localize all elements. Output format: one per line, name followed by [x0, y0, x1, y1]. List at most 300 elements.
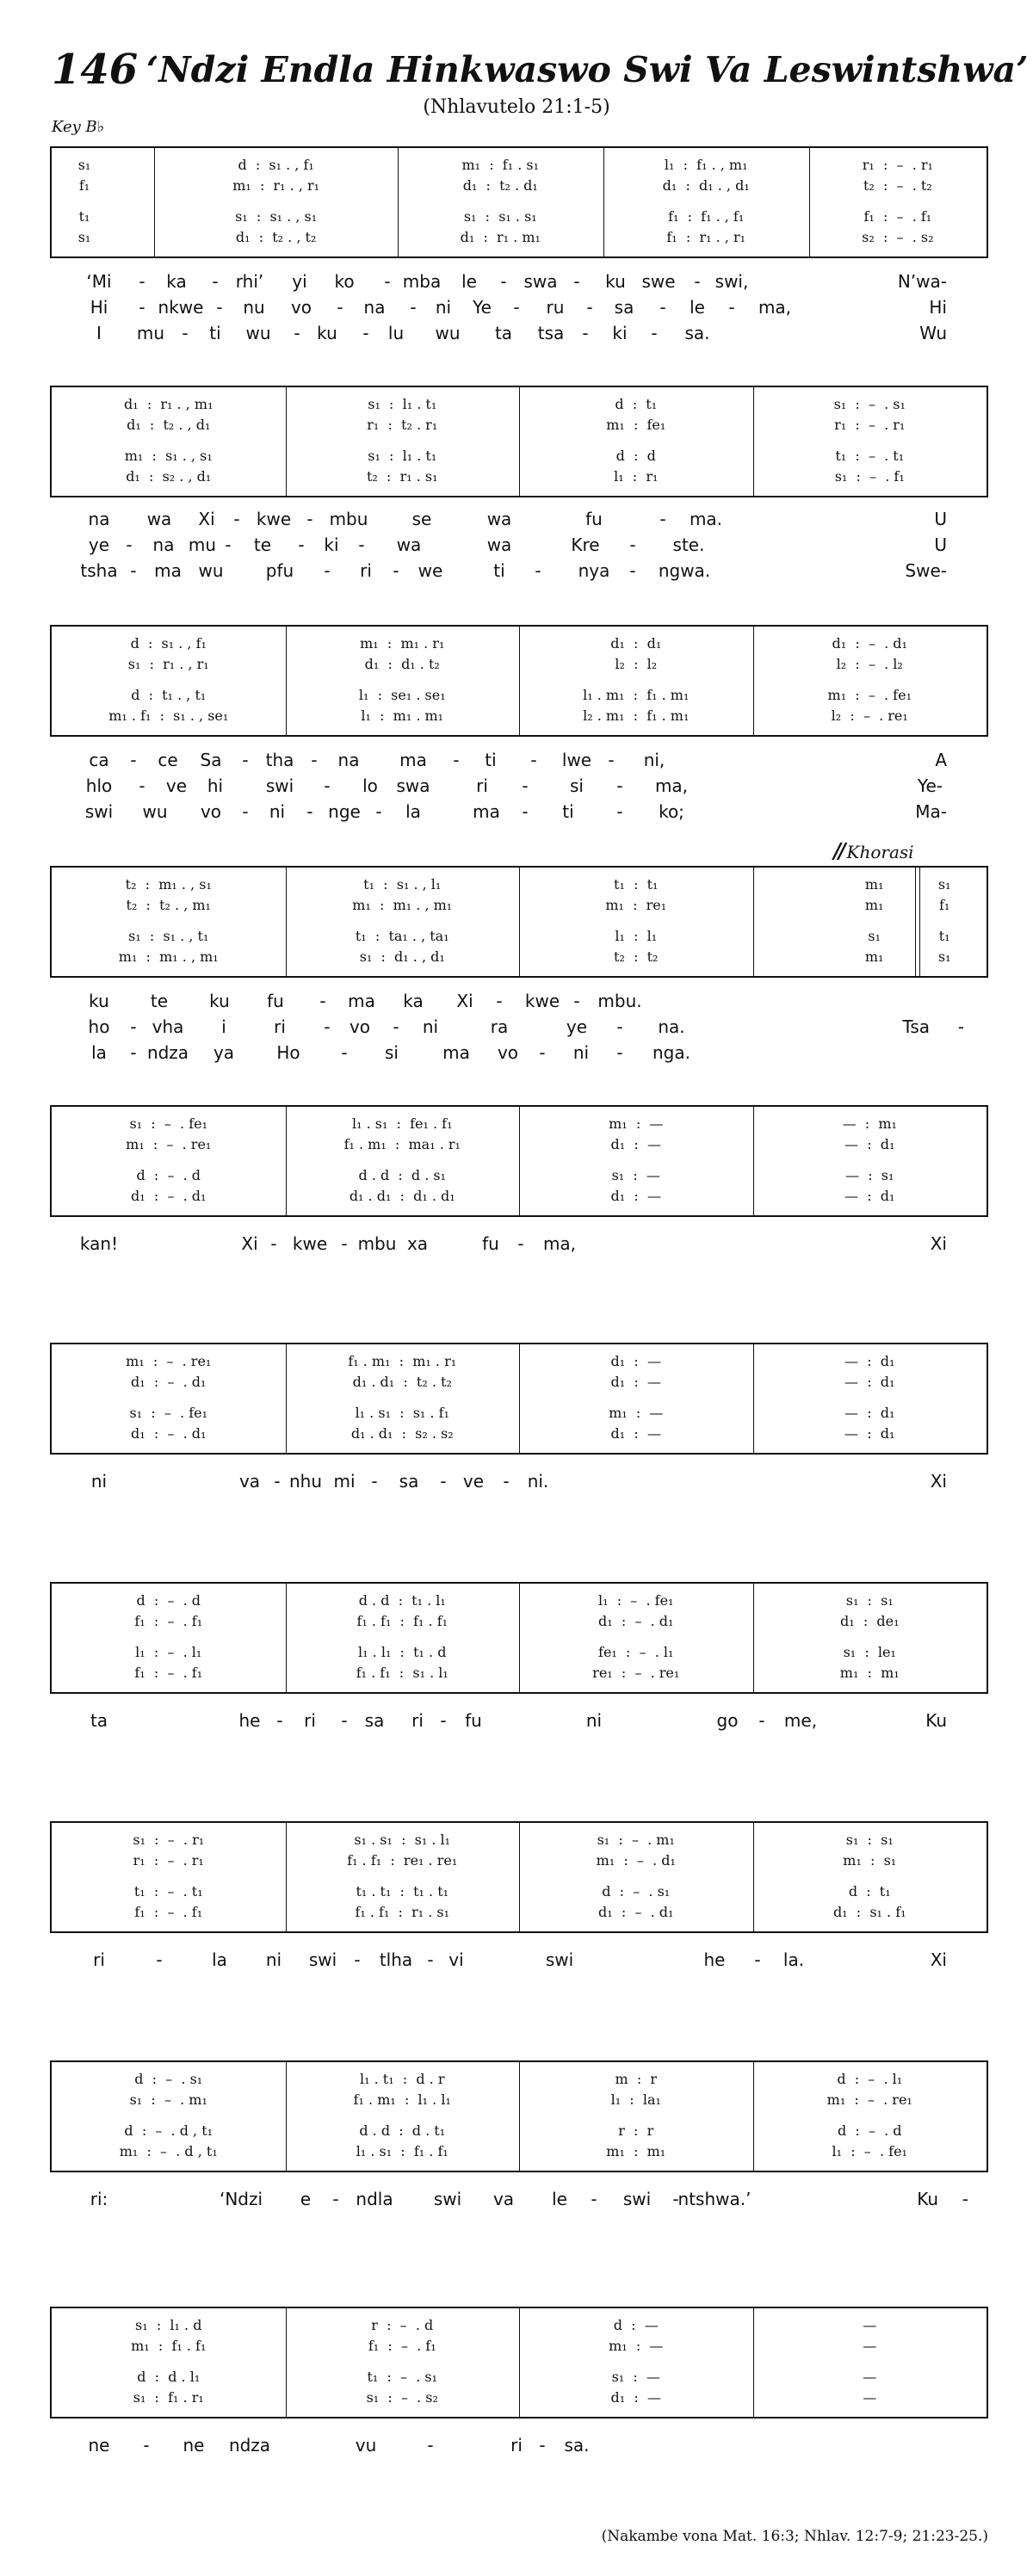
solfa-cell: — : s₁: [845, 1167, 894, 1183]
solfa-cell: d : t₁ . , t₁: [131, 687, 207, 703]
lyric-syllable: Hi: [90, 297, 108, 318]
solfa-cell: d₁ : s₂ . , d₁: [126, 468, 212, 485]
lyric-syllable: -: [311, 750, 318, 770]
solfa-cell: d₁ : r₁ . m₁: [460, 229, 541, 245]
lyric-syllable: ni.: [527, 1471, 549, 1492]
lyric-syllable: -: [306, 509, 313, 529]
solfa-cell: s₁ : —: [611, 2369, 660, 2385]
lyric-syllable: ri: [510, 2435, 523, 2456]
lyric-syllable: ca: [89, 750, 109, 770]
lyric-line: [52, 988, 990, 1014]
footnote: (Nakambe vona Mat. 16:3; Nhlav. 12:7-9; 21:23-25.): [601, 2528, 988, 2545]
lyric-syllable: -: [500, 271, 507, 292]
solfa-cell: l₁ : la₁: [610, 2091, 661, 2108]
lyric-syllable: -: [513, 297, 520, 318]
lyric-syllable: ma,: [758, 297, 792, 318]
lyric-line: [52, 558, 990, 584]
solfa-cell: l₁ . l₁ : t₁ . d: [358, 1644, 447, 1660]
lyric-syllable: le: [461, 271, 477, 292]
bass-row: [52, 1186, 987, 1207]
lyric-syllable: tsa: [537, 323, 565, 343]
lyric-syllable: Ye: [473, 297, 492, 318]
solfa-cell: d : – . l₁: [837, 2071, 903, 2087]
solfa-cell: s₁ : r₁ . , r₁: [127, 656, 209, 672]
lyric-syllable: te: [253, 534, 272, 555]
lyric-line: [52, 320, 990, 346]
solfa-cell: m₁ : m₁ . r₁: [360, 635, 445, 652]
solfa-cell: m₁: [864, 948, 884, 965]
lyric-syllable: fu: [482, 1233, 499, 1254]
lyric-syllable: te: [150, 991, 169, 1011]
solfa-cell: t₂ : t₂ . , m₁: [126, 897, 211, 913]
lyric-syllable: -: [371, 1471, 378, 1492]
solfa-cell: — : d₁: [844, 1405, 895, 1421]
solfa-cell: r₁ : t₂ . r₁: [367, 417, 438, 433]
lyric-line: [52, 747, 990, 773]
solfa-cell: m₁ : – . re₁: [826, 2091, 912, 2108]
solfa-cell: d : – . d: [837, 2122, 902, 2139]
lyric-syllable: U: [934, 534, 947, 555]
lyric-syllable: -: [586, 297, 593, 318]
lyric-syllable: Ye-: [917, 775, 943, 796]
solfa-cell: d : – . s₁: [134, 2071, 203, 2087]
solfa-cell: l₂ . m₁ : f₁ . m₁: [583, 707, 690, 724]
lyric-syllable: -: [274, 1471, 281, 1492]
lyric-syllable: va: [492, 2189, 515, 2209]
lyric-syllable: la: [405, 801, 421, 822]
lyric-syllable: ye: [566, 1016, 588, 1037]
solfa-cell: l₁ . s₁ : s₁ . f₁: [355, 1405, 449, 1421]
solfa-cell: l₁ : l₁: [615, 928, 658, 944]
solfa-cell: s₁ : – . fe₁: [129, 1115, 207, 1132]
lyric-syllable: ku: [209, 991, 230, 1011]
lyric-syllable: swe: [641, 271, 676, 292]
lower-voices: [52, 446, 987, 489]
lyric-syllable: N’wa-: [897, 271, 947, 292]
lower-voices: [52, 207, 987, 250]
solfa-cell: fe₁ : – . l₁: [598, 1644, 674, 1660]
solfa-cell: m₁ : – . re₁: [126, 1136, 212, 1152]
lyric-syllable: he: [703, 1949, 726, 1970]
lyric-syllable: kwe: [256, 509, 292, 529]
lyric-syllable: ri:: [90, 2189, 108, 2209]
lyric-syllable: Xi: [930, 1233, 947, 1254]
lyric-syllable: ndza: [146, 1042, 189, 1063]
lyric-syllable: nkwe: [158, 297, 204, 318]
tenor-row: [52, 926, 987, 947]
lyric-syllable: ri: [411, 1710, 424, 1731]
lyric-syllable: -: [659, 509, 666, 529]
lyric-syllable: -: [522, 801, 529, 822]
lyric-syllable: -: [139, 775, 145, 796]
soprano-row: [52, 1351, 987, 1372]
solfa-cell: — : d₁: [844, 1188, 895, 1204]
solfa-cell: d₁ : – . d₁: [131, 1188, 207, 1204]
solfa-cell: d₁ : —: [610, 1374, 661, 1390]
alto-row: [52, 1134, 987, 1155]
solfa-cell: d : t₁: [615, 396, 658, 412]
lyric-syllable: -: [694, 271, 701, 292]
lyric-syllable: Kre: [571, 534, 600, 555]
lyric-syllable: Xi: [198, 509, 215, 529]
lyric-syllable: lwe: [561, 750, 592, 770]
upper-voices: [52, 2315, 987, 2358]
solfa-cell: s₁ : d₁ . , d₁: [359, 948, 445, 965]
staff-system: [50, 2307, 988, 2418]
lyric-syllable: -: [539, 1042, 546, 1063]
lyric-syllable: swa: [396, 775, 430, 796]
lyric-syllable: -: [410, 297, 417, 318]
lyric-syllable: ma: [348, 991, 375, 1011]
lyric-syllable: ye: [88, 534, 110, 555]
soprano-row: [52, 1830, 987, 1850]
staff-system: [50, 625, 988, 737]
lyric-syllable: ri: [274, 1016, 286, 1037]
lyric-syllable: mbu: [357, 1233, 397, 1254]
lyric-syllable: le: [552, 2189, 567, 2209]
solfa-cell: s₁ : l₁ . d: [135, 2317, 202, 2333]
lyric-syllable: Ku: [917, 2189, 938, 2209]
solfa-cell: d₁ . d₁ : d₁ . d₁: [349, 1188, 455, 1204]
lyric-syllable: nga.: [653, 1042, 690, 1063]
solfa-cell: d₁ : —: [610, 1136, 661, 1152]
solfa-cell: l₁ : – . fe₁: [598, 1592, 674, 1609]
lyric-syllable: nya: [578, 560, 610, 581]
solfa-cell: f₁ . m₁ : l₁ . l₁: [353, 2091, 451, 2108]
lyric-syllable: la: [91, 1042, 107, 1063]
lyric-syllable: ‘Ndzi: [219, 2189, 263, 2209]
solfa-cell: m₁ : fe₁: [606, 417, 666, 433]
lyric-syllable: ma: [154, 560, 182, 581]
bass-row: [52, 1902, 987, 1923]
solfa-cell: d : – . d: [136, 1592, 201, 1609]
lyric-syllable: -: [139, 271, 145, 292]
lyric-syllable: ka: [166, 271, 187, 292]
lyric-syllable: ndza: [228, 2435, 271, 2456]
lyric-syllable: -: [522, 775, 529, 796]
lyric-syllable: -: [629, 560, 636, 581]
lyric-line: [52, 1040, 990, 1066]
lower-voices: [52, 1403, 987, 1446]
lyric-syllable: Ma-: [915, 801, 947, 822]
lyric-syllable: na: [363, 297, 386, 318]
solfa-cell: d : – . d , t₁: [124, 2122, 213, 2139]
lyric-syllable: -: [225, 534, 232, 555]
upper-voices: [52, 1114, 987, 1157]
lyric-syllable: -: [728, 297, 735, 318]
lyric-line: [52, 1014, 990, 1040]
solfa-cell: r : – . d: [371, 2317, 434, 2333]
bass-row: [52, 706, 987, 726]
soprano-row: [52, 1591, 987, 1611]
solfa-cell: l₁ : – . l₁: [135, 1644, 202, 1660]
solfa-cell: m₁ : s₁ . , s₁: [124, 448, 213, 464]
bass-row: [52, 227, 987, 248]
lyric-line: [52, 2186, 990, 2212]
scripture-reference: (Nhlavutelo 21:1-5): [423, 96, 610, 118]
lyric-syllable: ngwa.: [658, 560, 711, 581]
lyric-syllable: Ku: [925, 1710, 947, 1731]
lyric-syllable: -: [324, 775, 331, 796]
lyric-syllable: -: [362, 323, 369, 343]
lyric-syllable: wu: [142, 801, 168, 822]
solfa-cell: s₁ : —: [611, 1167, 660, 1183]
solfa-cell: l₁ : f₁ . , m₁: [664, 157, 748, 173]
solfa-cell: s₁ : s₁ . , t₁: [128, 928, 209, 944]
solfa-cell: l₁ : se₁ . se₁: [358, 687, 446, 703]
solfa-cell: m₁ : —: [609, 1405, 664, 1421]
solfa-cell: —: [863, 2317, 877, 2333]
solfa-cell: — : m₁: [842, 1115, 897, 1132]
lyric-syllable: -: [233, 509, 240, 529]
lyric-syllable: -: [440, 1471, 447, 1492]
lyric-syllable: si: [570, 775, 584, 796]
lyric-syllable: -: [270, 1233, 277, 1254]
solfa-cell: s₁: [937, 948, 951, 965]
solfa-cell: m₁ : —: [609, 2338, 664, 2354]
lyric-syllable: Hi: [929, 297, 947, 318]
lyric-line: [52, 1231, 990, 1257]
lyric-syllable: go: [716, 1710, 739, 1731]
bass-row: [52, 947, 987, 967]
soprano-row: [52, 2315, 987, 2336]
lyric-syllable: -: [332, 2189, 339, 2209]
solfa-cell: s₁ : s₁ . s₁: [463, 208, 537, 225]
lyric-syllable: mi: [333, 1471, 356, 1492]
alto-row: [52, 1611, 987, 1632]
solfa-cell: d₁ : d₁ . , d₁: [662, 177, 750, 194]
chorus-label: Khorasi: [846, 842, 914, 862]
solfa-cell: d₁ : d₁: [610, 635, 662, 652]
lyric-syllable: vo: [290, 297, 312, 318]
lyric-syllable: nhu: [288, 1471, 323, 1492]
solfa-cell: m₁ : – . d₁: [596, 1852, 676, 1869]
solfa-cell: r₁ : – . r₁: [133, 1852, 204, 1869]
alto-row: [52, 176, 987, 196]
solfa-cell: f₁: [78, 177, 90, 194]
lyric-syllable: -: [358, 534, 365, 555]
solfa-cell: —: [863, 2338, 877, 2354]
solfa-cell: s₁ : l₁ . t₁: [368, 396, 437, 412]
lyric-syllable: -: [440, 1710, 447, 1731]
solfa-cell: m₁ : —: [609, 1115, 664, 1132]
solfa-cell: d₁ : s₁ . f₁: [832, 1904, 906, 1920]
lyric-syllable: na: [152, 534, 175, 555]
solfa-cell: f₁ : – . f₁: [368, 2338, 436, 2354]
lyric-syllable: ni: [90, 1471, 108, 1492]
solfa-cell: s₁ : s₁: [845, 1592, 894, 1609]
lyric-syllable: -: [591, 2189, 597, 2209]
lyric-syllable: -: [393, 1016, 399, 1037]
lyric-syllable: -: [616, 1016, 623, 1037]
lyric-syllable: vha: [152, 1016, 184, 1037]
solfa-cell: d : d: [615, 448, 656, 464]
solfa-cell: s₁: [77, 229, 91, 245]
solfa-cell: d : t₁: [848, 1883, 891, 1900]
lyric-syllable: Sa: [200, 750, 222, 770]
staff-system: [50, 1343, 988, 1455]
solfa-cell: s₁ : s₁ . , s₁: [235, 208, 318, 225]
lyric-syllable: I: [96, 323, 102, 343]
solfa-cell: m₁ : s₁: [843, 1852, 897, 1869]
lyric-syllable: -: [427, 1949, 434, 1970]
lyric-syllable: mba: [402, 271, 442, 292]
solfa-cell: d₁ : —: [610, 1353, 661, 1369]
upper-voices: [52, 394, 987, 437]
bass-row: [52, 2388, 987, 2408]
lower-voices: [52, 2367, 987, 2410]
lyric-syllable: -: [957, 1016, 964, 1037]
staff-system: [50, 866, 988, 978]
lyric-syllable: ya: [213, 1042, 235, 1063]
lyric-syllable: vu: [355, 2435, 377, 2456]
solfa-cell: s₂ : – . s₂: [862, 229, 934, 245]
lyric-syllable: swi: [622, 2189, 652, 2209]
solfa-cell: m₁ : – . d , t₁: [119, 2143, 218, 2159]
staff-system: [50, 1821, 988, 1933]
lyric-syllable: mu: [188, 534, 217, 555]
solfa-cell: d : s₁ . , f₁: [238, 157, 314, 173]
solfa-cell: d₁ : – . d₁: [832, 635, 907, 652]
lower-voices: [52, 2121, 987, 2164]
lyric-syllable: -: [276, 1710, 283, 1731]
lyric-syllable: ni: [269, 801, 286, 822]
lyric-line: [52, 1708, 990, 1733]
lyric-syllable: -: [535, 560, 541, 581]
solfa-cell: t₁: [78, 208, 90, 225]
solfa-cell: f₁ . m₁ : ma₁ . r₁: [343, 1136, 461, 1152]
lyric-syllable: -: [573, 991, 580, 1011]
lyric-syllable: ma: [442, 1042, 470, 1063]
lyric-syllable: we: [418, 560, 443, 581]
solfa-cell: d₁ : t₂ . , t₂: [235, 229, 317, 245]
solfa-cell: f₁ . f₁ : r₁ . s₁: [355, 1904, 450, 1920]
solfa-cell: d₁ : t₂ . , d₁: [127, 417, 211, 433]
lyric-syllable: ho: [88, 1016, 110, 1037]
lyric-syllable: ni: [435, 297, 452, 318]
solfa-cell: s₁ : f₁ . r₁: [133, 2389, 204, 2406]
lyric-syllable: tha: [265, 750, 294, 770]
alto-row: [52, 1372, 987, 1393]
lyric-syllable: ni: [422, 1016, 439, 1037]
solfa-cell: f₁ . m₁ : m₁ . r₁: [348, 1353, 457, 1369]
lyric-syllable: kwe: [524, 991, 560, 1011]
lyric-syllable: swi: [265, 775, 294, 796]
solfa-cell: d₁ : —: [610, 2389, 661, 2406]
lyric-line: [52, 294, 990, 320]
lyric-syllable: ki: [612, 323, 628, 343]
lyric-syllable: kan!: [79, 1233, 119, 1254]
lyric-syllable: he: [238, 1710, 261, 1731]
lyric-syllable: ru: [546, 297, 565, 318]
solfa-cell: s₁ : – . s₁: [833, 396, 906, 412]
lyric-line: [52, 2432, 990, 2458]
solfa-cell: s₁ : – . m₁: [597, 1832, 675, 1848]
lyric-syllable: ko;: [659, 801, 684, 822]
lyric-syllable: nu: [243, 297, 265, 318]
lyric-syllable: ne: [88, 2435, 110, 2456]
lyric-syllable: va: [238, 1471, 261, 1492]
title-row: [52, 43, 1029, 96]
solfa-cell: d₁ : de₁: [839, 1613, 900, 1629]
lyric-line: [52, 532, 990, 558]
lyric-syllable: fu: [465, 1710, 482, 1731]
lyric-syllable: ri: [93, 1949, 105, 1970]
lyric-syllable: Tsa: [902, 1016, 930, 1037]
lyric-syllable: swa: [523, 271, 558, 292]
upper-voices: [52, 633, 987, 676]
lyric-syllable: -: [517, 1233, 524, 1254]
solfa-cell: t₂ : – . t₂: [863, 177, 932, 194]
lyric-syllable: ce: [158, 750, 178, 770]
solfa-cell: r₁ : – . r₁: [834, 417, 906, 433]
lyric-syllable: wa: [396, 534, 422, 555]
lyric-syllable: -: [962, 2189, 968, 2209]
solfa-cell: d₁ : – . d₁: [598, 1904, 674, 1920]
solfa-cell: m₁ : f₁ . f₁: [131, 2338, 207, 2354]
lyric-syllable: -: [182, 323, 189, 343]
lyric-syllable: -: [341, 1710, 348, 1731]
lyric-syllable: swi: [308, 1949, 337, 1970]
solfa-cell: m₁: [864, 876, 884, 893]
lyric-syllable: ve: [462, 1471, 485, 1492]
solfa-cell: l₁ . s₁ : f₁ . f₁: [356, 2143, 448, 2159]
staff-system: [50, 386, 988, 497]
lyric-syllable: -: [298, 534, 305, 555]
lyric-syllable: -: [629, 534, 636, 555]
lyric-syllable: ma,: [654, 775, 689, 796]
lyric-syllable: -: [427, 2435, 434, 2456]
tenor-row: [52, 1881, 987, 1902]
solfa-cell: d . d : d . s₁: [358, 1167, 447, 1183]
solfa-cell: d : – . s₁: [602, 1883, 671, 1900]
lower-voices: [52, 926, 987, 969]
lyric-syllable: ndla: [356, 2189, 393, 2209]
lyric-syllable: -: [212, 271, 219, 292]
solfa-cell: d₁ : d₁ . t₂: [364, 656, 440, 672]
solfa-cell: m₁ : f₁ . s₁: [461, 157, 540, 173]
lyric-syllable: ra: [490, 1016, 509, 1037]
solfa-cell: re₁ : – . re₁: [592, 1665, 680, 1681]
upper-voices: [52, 1830, 987, 1873]
lyric-syllable: -: [143, 2435, 150, 2456]
solfa-cell: d : —: [613, 2317, 659, 2333]
solfa-cell: m₁ . f₁ : s₁ . , se₁: [108, 707, 229, 724]
lyric-syllable: Wu: [919, 323, 947, 343]
solfa-cell: f₁: [938, 897, 950, 913]
lyric-syllable: ma.: [689, 509, 723, 529]
solfa-cell: l₁ : – . fe₁: [832, 2143, 907, 2159]
solfa-cell: —: [863, 2369, 877, 2385]
lyric-syllable: -: [530, 750, 537, 770]
upper-voices: [52, 874, 987, 917]
lyric-syllable: ta: [90, 1710, 108, 1731]
lyric-syllable: na: [337, 750, 360, 770]
solfa-cell: d : s₁ . , f₁: [130, 635, 207, 652]
lyric-syllable: hlo: [85, 775, 113, 796]
solfa-cell: r₁ : – . r₁: [862, 157, 933, 173]
tenor-row: [52, 1403, 987, 1424]
lyric-syllable: yi: [292, 271, 307, 292]
alto-row: [52, 1850, 987, 1871]
solfa-cell: f₁ : f₁ . , f₁: [668, 208, 745, 225]
lyric-syllable: -: [130, 1016, 137, 1037]
solfa-cell: t₁ : – . t₁: [835, 448, 905, 464]
lyric-syllable: -: [496, 991, 503, 1011]
solfa-cell: f₁ : – . f₁: [863, 208, 932, 225]
solfa-cell: m₁ : m₁ . , m₁: [118, 948, 219, 965]
lyric-syllable: la.: [782, 1949, 805, 1970]
